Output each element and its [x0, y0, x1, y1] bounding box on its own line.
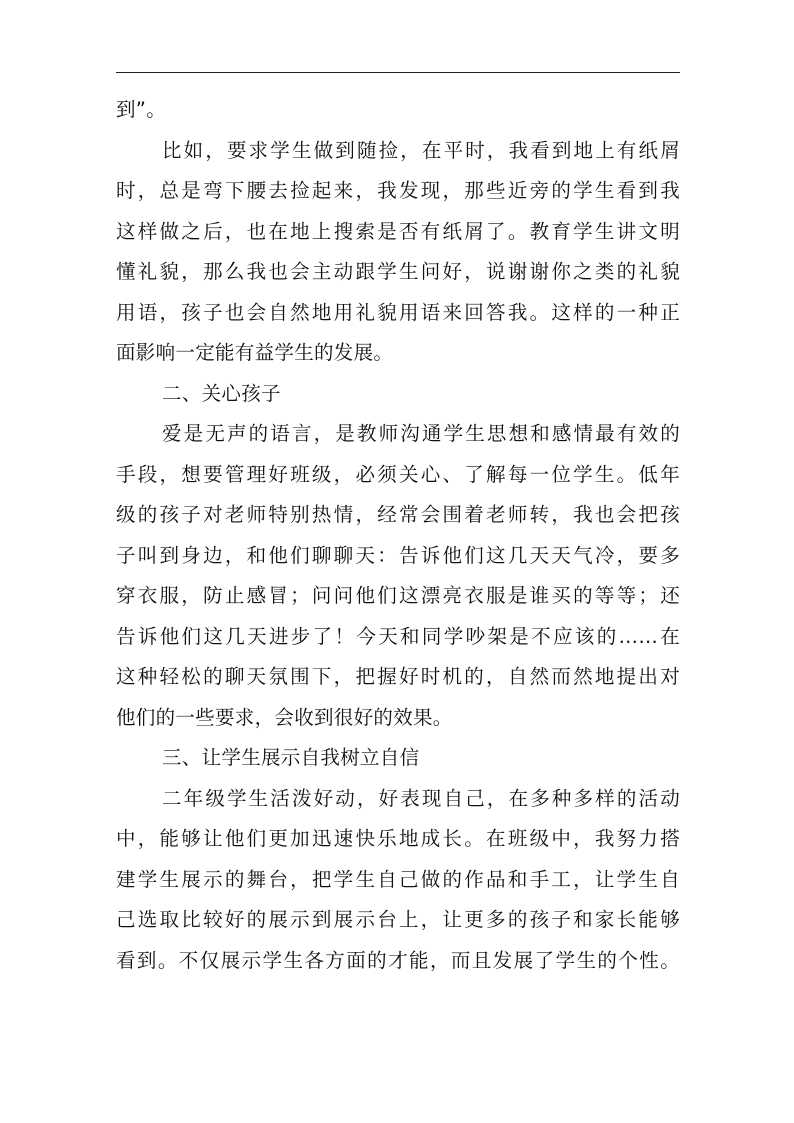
text-line: 己选取比较好的展示到展示台上，让更多的孩子和家长能够 — [116, 908, 680, 931]
section-heading: 二、关心孩子 — [162, 381, 281, 405]
paragraph-first-line: 爱是无声的语言，是教师沟通学生思想和感情最有效的 — [162, 422, 680, 445]
text-line: 用语，孩子也会自然地用礼貌用语来回答我。这样的一种正 — [116, 300, 680, 324]
text-line: 这种轻松的聊天氛围下，把握好时机的，自然而然地提出对 — [116, 665, 680, 688]
paragraph-first-line: 比如，要求学生做到随捡，在平时，我看到地上有纸屑 — [162, 138, 680, 162]
text-line: 告诉他们这几天进步了！今天和同学吵架是不应该的……在 — [116, 624, 680, 648]
text-line: 级的孩子对老师特别热情，经常会围着老师转，我也会把孩 — [116, 503, 680, 526]
text-line: 子叫到身边，和他们聊聊天：告诉他们这几天天气冷，要多 — [116, 543, 680, 567]
text-line: 看到。不仅展示学生各方面的才能，而且发展了学生的个性。 — [116, 948, 680, 972]
header-rule — [116, 72, 680, 73]
text-line: 到”。 — [116, 98, 167, 121]
text-line: 时，总是弯下腰去捡起来，我发现，那些近旁的学生看到我 — [116, 179, 680, 202]
text-line: 面影响一定能有益学生的发展。 — [116, 341, 394, 364]
text-line: 懂礼貌，那么我也会主动跟学生问好，说谢谢你之类的礼貌 — [116, 260, 680, 283]
text-line: 中，能够让他们更加迅速快乐地成长。在班级中，我努力搭 — [116, 827, 680, 850]
text-line: 这样做之后，也在地上搜索是否有纸屑了。教育学生讲文明 — [116, 219, 680, 243]
section-heading: 三、让学生展示自我树立自信 — [162, 746, 420, 769]
text-line: 穿衣服，防止感冒；问问他们这漂亮衣服是谁买的等等；还 — [116, 584, 680, 607]
text-line: 建学生展示的舞台，把学生自己做的作品和手工，让学生自 — [116, 867, 680, 891]
paragraph-first-line: 二年级学生活泼好动，好表现自己，在多种多样的活动 — [162, 786, 680, 810]
text-line: 手段，想要管理好班级，必须关心、了解每一位学生。低年 — [116, 462, 680, 486]
body-text — [116, 90, 680, 981]
text-line: 他们的一些要求，会收到很好的效果。 — [116, 705, 453, 729]
